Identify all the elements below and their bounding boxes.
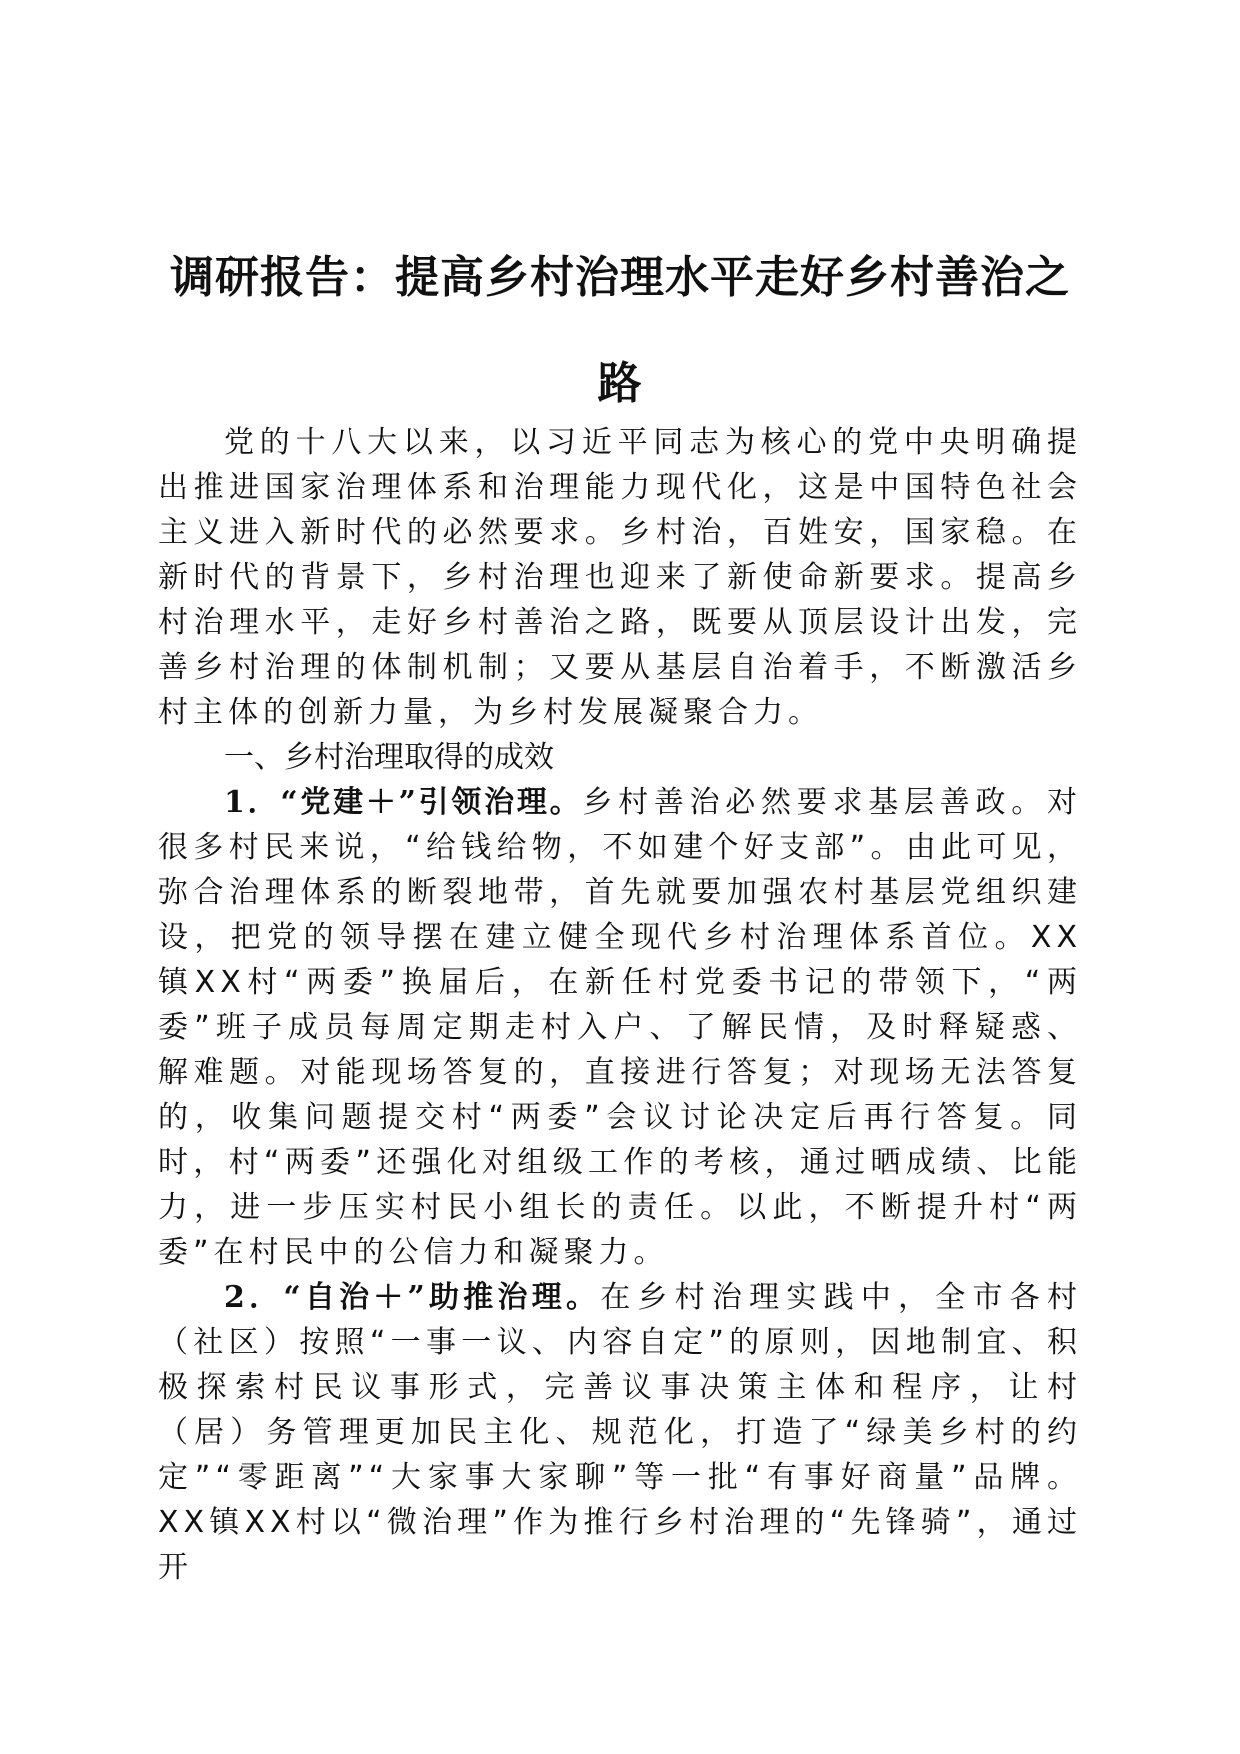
item-2-lead: 2．“自治＋”助推治理。 (224, 1280, 601, 1315)
item-2-paragraph (158, 1275, 1082, 1590)
item-2-text: 在乡村治理实践中，全市各村（社区）按照“一事一议、内容自定”的原则，因地制宜、积极探索村民议事形式，完善议事决策主体和程序，让村（居）务管理更加民主化、规范化，打造了“绿美乡村的约定”“零距离”“大家事大家聊”等一批“有事好商量”品牌。XX镇XX村以“微治理”作为推行乡村治理的“先锋骑”，通过开 (158, 1280, 1083, 1585)
document-body (158, 420, 1082, 1590)
item-1-lead: 1．“党建＋”引领治理。 (224, 785, 583, 820)
item-1-paragraph (158, 780, 1082, 1275)
item-1-text: 乡村善治必然要求基层善政。对很多村民来说，“给钱给物，不如建个好支部”。由此可见，弥合治理体系的断裂地带，首先就要加强农村基层党组织建设，把党的领导摆在建立健全现代乡村治理体系首位。XX镇XX村“两委”换届后，在新任村党委书记的带领下，“两委”班子成员每周定期走村入户、了解民情，及时释疑惑、解难题。对能现场答复的，直接进行答复；对现场无法答复的，收集问题提交村“两委”会议讨论决定后再行答复。同时，村“两委”还强化对组级工作的考核，通过晒成绩、比能力，进一步压实村民小组长的责任。以此，不断提升村“两委”在村民中的公信力和凝聚力。 (158, 785, 1083, 1270)
page-title: 调研报告：提高乡村治理水平走好乡村善治之路 (170, 252, 1070, 409)
intro-paragraph: 党的十八大以来，以习近平同志为核心的党中央明确提出推进国家治理体系和治理能力现代化，这是中国特色社会主义进入新时代的必然要求。乡村治，百姓安，国家稳。在新时代的背景下，乡村治理也迎来了新使命新要求。提高乡村治理水平，走好乡村善治之路，既要从顶层设计出发，完善乡村治理的体制机制；又要从基层自治着手，不断激活乡村主体的创新力量，为乡村发展凝聚合力。 (158, 425, 1082, 730)
section-heading: 一、乡村治理取得的成效 (224, 740, 554, 775)
